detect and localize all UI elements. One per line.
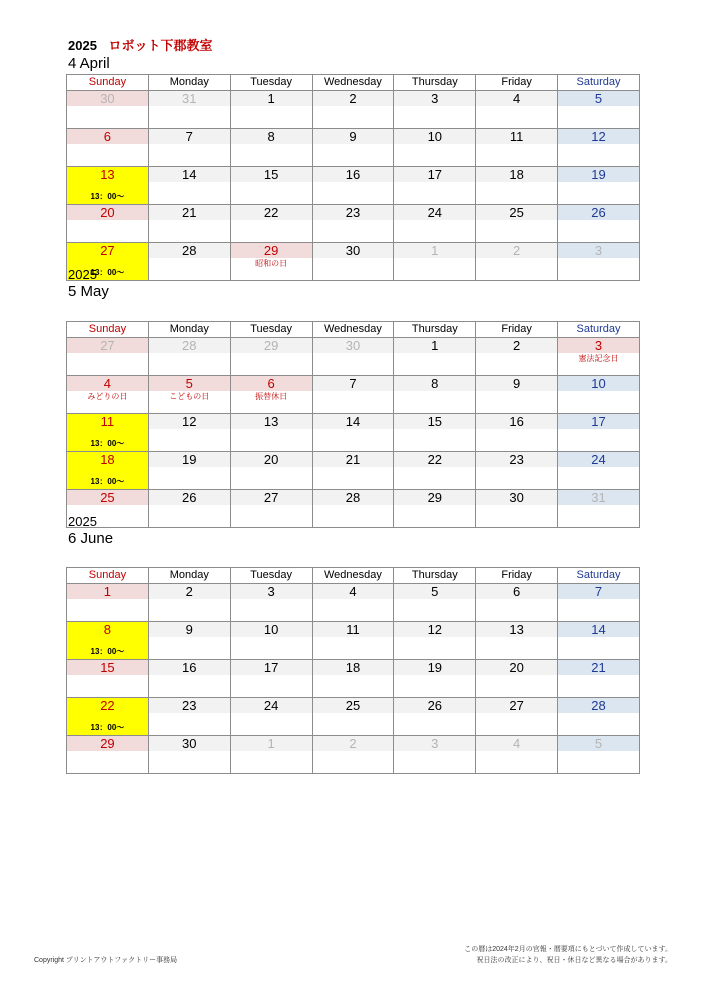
day-number: 1 [394,338,475,353]
day-cell [148,698,230,736]
day-cell [67,338,149,376]
day-number: 21 [149,205,230,220]
day-number: 22 [67,698,148,713]
day-number: 20 [231,452,312,467]
day-number: 20 [476,660,557,675]
month-title: 6 June [68,530,114,547]
day-cell [312,698,394,736]
day-cell [394,414,476,452]
day-cell [476,452,558,490]
class-time: 13：00～ [90,647,125,656]
day-number: 4 [476,736,557,751]
day-cell [476,376,558,414]
day-cell [558,91,640,129]
weekday-header: Sunday [67,568,149,584]
weekday-header: Friday [476,568,558,584]
day-number: 6 [476,584,557,599]
day-number: 5 [558,736,639,751]
day-cell [230,490,312,528]
day-number: 2 [313,736,394,751]
day-number: 17 [231,660,312,675]
day-cell [558,584,640,622]
day-cell [476,414,558,452]
day-number: 4 [476,91,557,106]
day-number: 28 [313,490,394,505]
day-cell [312,91,394,129]
day-number: 29 [231,243,312,258]
day-cell [394,91,476,129]
day-cell [476,205,558,243]
day-cell [67,736,149,774]
day-cell [230,205,312,243]
day-number: 9 [313,129,394,144]
day-number: 11 [313,622,394,637]
day-number: 7 [313,376,394,391]
day-cell [558,205,640,243]
day-number: 16 [149,660,230,675]
day-cell [394,452,476,490]
day-number: 11 [476,129,557,144]
day-cell [476,338,558,376]
day-cell [394,622,476,660]
day-cell [230,660,312,698]
day-number: 21 [313,452,394,467]
day-number: 19 [149,452,230,467]
class-time: 13：00～ [90,477,125,486]
day-cell [230,698,312,736]
day-number: 12 [394,622,475,637]
day-number: 23 [149,698,230,713]
page-header [68,35,213,54]
day-cell [230,736,312,774]
day-number: 14 [313,414,394,429]
day-cell [67,129,149,167]
day-number: 2 [476,338,557,353]
day-number: 11 [67,414,148,429]
day-cell [67,622,149,660]
day-cell [312,243,394,281]
day-number: 26 [149,490,230,505]
week-row [67,490,640,528]
footer-note-1: この暦は2024年2月の官報・暦要項にもとづいて作成しています。 [464,946,672,953]
day-cell [148,243,230,281]
day-cell [67,660,149,698]
day-number: 5 [149,376,230,391]
day-number: 3 [231,584,312,599]
day-number: 1 [394,243,475,258]
day-cell [476,584,558,622]
day-number: 24 [394,205,475,220]
holiday-name: みどりの日 [87,392,128,401]
day-cell [67,91,149,129]
day-cell [148,660,230,698]
class-time: 13：00～ [90,723,125,732]
holiday-name: 昭和の日 [255,259,288,268]
day-cell [312,338,394,376]
day-cell [148,452,230,490]
day-number: 16 [313,167,394,182]
day-number: 13 [476,622,557,637]
day-cell [312,414,394,452]
copyright: Copyright プリントアウトファクトリー事務局 [34,957,178,964]
day-cell [558,129,640,167]
month-title: 4 April [68,55,110,72]
day-cell [394,736,476,774]
day-cell [558,376,640,414]
day-number: 28 [149,243,230,258]
day-number: 15 [231,167,312,182]
day-number: 1 [231,91,312,106]
day-cell [312,736,394,774]
day-cell [476,490,558,528]
day-number: 2 [476,243,557,258]
day-cell [148,736,230,774]
day-cell [394,129,476,167]
weekday-header: Monday [148,322,230,338]
day-number: 13 [67,167,148,182]
day-cell [148,91,230,129]
day-cell [394,490,476,528]
weekday-header: Tuesday [230,322,312,338]
day-number: 28 [149,338,230,353]
week-row [67,414,640,452]
day-number: 15 [67,660,148,675]
day-cell [558,660,640,698]
day-number: 9 [149,622,230,637]
month-label [68,266,109,300]
day-number: 3 [558,243,639,258]
class-name: ロボット下郡教室 [108,38,213,53]
day-cell [558,622,640,660]
calendar-table [66,567,640,774]
weekday-header: Monday [148,75,230,91]
header-year: 2025 [68,38,97,53]
weekday-header: Monday [148,568,230,584]
holiday-name: 振替休日 [255,392,288,401]
week-row [67,452,640,490]
day-number: 12 [149,414,230,429]
day-number: 27 [67,243,148,258]
day-number: 24 [558,452,639,467]
day-number: 17 [558,414,639,429]
weekday-header: Saturday [558,568,640,584]
day-cell [312,660,394,698]
day-cell [148,129,230,167]
day-cell [312,452,394,490]
day-cell [67,376,149,414]
day-number: 18 [67,452,148,467]
day-cell [476,660,558,698]
day-number: 29 [394,490,475,505]
day-number: 23 [313,205,394,220]
day-number: 27 [476,698,557,713]
day-cell [230,167,312,205]
day-cell [230,584,312,622]
week-row [67,584,640,622]
day-cell [148,205,230,243]
day-cell [476,736,558,774]
day-number: 27 [67,338,148,353]
class-time: 13：00～ [90,439,125,448]
day-number: 18 [313,660,394,675]
day-number: 25 [313,698,394,713]
day-number: 8 [231,129,312,144]
day-number: 16 [476,414,557,429]
day-cell [230,376,312,414]
day-number: 3 [394,736,475,751]
calendar-table [66,74,640,281]
class-time: 13：00～ [90,192,125,201]
weekday-header: Friday [476,322,558,338]
day-number: 31 [149,91,230,106]
class-time: 13：00～ [90,268,125,277]
day-cell [148,414,230,452]
day-number: 23 [476,452,557,467]
day-cell [394,698,476,736]
footer-notes [464,944,672,966]
day-number: 7 [149,129,230,144]
weekday-header: Sunday [67,322,149,338]
day-number: 20 [67,205,148,220]
day-cell [394,338,476,376]
weekday-header: Sunday [67,75,149,91]
day-cell [148,338,230,376]
week-row [67,736,640,774]
day-cell [230,414,312,452]
day-number: 30 [313,338,394,353]
day-number: 19 [558,167,639,182]
weekday-header: Thursday [394,75,476,91]
day-number: 29 [67,736,148,751]
day-cell [312,376,394,414]
footer-note-2: 祝日法の改正により、祝日・休日など異なる場合があります。 [476,957,672,964]
day-cell [312,584,394,622]
week-row [67,243,640,281]
weekday-header: Tuesday [230,75,312,91]
day-cell [558,338,640,376]
day-number: 14 [558,622,639,637]
day-number: 18 [476,167,557,182]
day-number: 9 [476,376,557,391]
weekday-header: Wednesday [312,322,394,338]
day-number: 8 [67,622,148,637]
weekday-header: Thursday [394,568,476,584]
day-number: 21 [558,660,639,675]
day-cell [558,243,640,281]
weekday-header: Tuesday [230,568,312,584]
week-row [67,129,640,167]
month-year: 2025 [68,514,97,529]
day-number: 30 [476,490,557,505]
holiday-name: こどもの日 [169,392,210,401]
weekday-header: Wednesday [312,568,394,584]
day-cell [67,698,149,736]
day-cell [148,376,230,414]
day-cell [476,129,558,167]
day-number: 22 [394,452,475,467]
day-number: 8 [394,376,475,391]
day-number: 4 [313,584,394,599]
month-label [68,55,110,72]
day-number: 5 [558,91,639,106]
day-cell [394,205,476,243]
holiday-name: 憲法記念日 [578,354,619,363]
week-row [67,338,640,376]
day-number: 26 [558,205,639,220]
day-cell [394,167,476,205]
day-cell [476,167,558,205]
week-row [67,167,640,205]
week-row [67,91,640,129]
day-cell [67,584,149,622]
day-cell [230,129,312,167]
day-cell [148,622,230,660]
weekday-header: Thursday [394,322,476,338]
day-number: 2 [313,91,394,106]
day-cell [148,584,230,622]
day-cell [394,660,476,698]
day-number: 7 [558,584,639,599]
day-cell [312,205,394,243]
day-cell [476,243,558,281]
day-cell [312,622,394,660]
day-number: 10 [231,622,312,637]
day-number: 22 [231,205,312,220]
week-row [67,660,640,698]
day-number: 25 [67,490,148,505]
day-cell [67,205,149,243]
day-number: 24 [231,698,312,713]
day-number: 27 [231,490,312,505]
day-number: 1 [231,736,312,751]
day-cell [476,91,558,129]
weekday-header: Wednesday [312,75,394,91]
day-cell [230,243,312,281]
day-cell [148,167,230,205]
day-cell [476,622,558,660]
day-number: 15 [394,414,475,429]
day-number: 19 [394,660,475,675]
day-number: 28 [558,698,639,713]
day-number: 12 [558,129,639,144]
day-cell [230,338,312,376]
day-cell [230,91,312,129]
day-number: 5 [394,584,475,599]
day-number: 25 [476,205,557,220]
day-cell [394,584,476,622]
day-cell [476,698,558,736]
day-number: 30 [67,91,148,106]
day-number: 6 [231,376,312,391]
day-number: 13 [231,414,312,429]
day-number: 26 [394,698,475,713]
day-number: 30 [149,736,230,751]
day-number: 1 [67,584,148,599]
calendar-table [66,321,640,528]
month-title: 5 May [68,283,109,300]
day-cell [558,414,640,452]
day-number: 17 [394,167,475,182]
day-number: 29 [231,338,312,353]
weekday-header: Saturday [558,75,640,91]
month-year: 2025 [68,267,97,282]
day-cell [312,129,394,167]
day-number: 3 [394,91,475,106]
week-row [67,622,640,660]
day-cell [312,167,394,205]
month-label [68,513,113,547]
day-number: 31 [558,490,639,505]
day-cell [67,167,149,205]
day-number: 2 [149,584,230,599]
day-cell [558,452,640,490]
day-cell [67,452,149,490]
day-cell [558,490,640,528]
day-number: 3 [558,338,639,353]
day-number: 14 [149,167,230,182]
day-cell [230,622,312,660]
day-cell [394,376,476,414]
day-cell [394,243,476,281]
day-cell [230,452,312,490]
day-cell [67,414,149,452]
week-row [67,376,640,414]
day-number: 10 [558,376,639,391]
day-cell [558,736,640,774]
week-row [67,698,640,736]
day-number: 6 [67,129,148,144]
day-number: 10 [394,129,475,144]
day-number: 4 [67,376,148,391]
weekday-header: Saturday [558,322,640,338]
week-row [67,205,640,243]
weekday-header: Friday [476,75,558,91]
day-cell [558,698,640,736]
day-cell [312,490,394,528]
day-cell [148,490,230,528]
day-number: 30 [313,243,394,258]
day-cell [558,167,640,205]
